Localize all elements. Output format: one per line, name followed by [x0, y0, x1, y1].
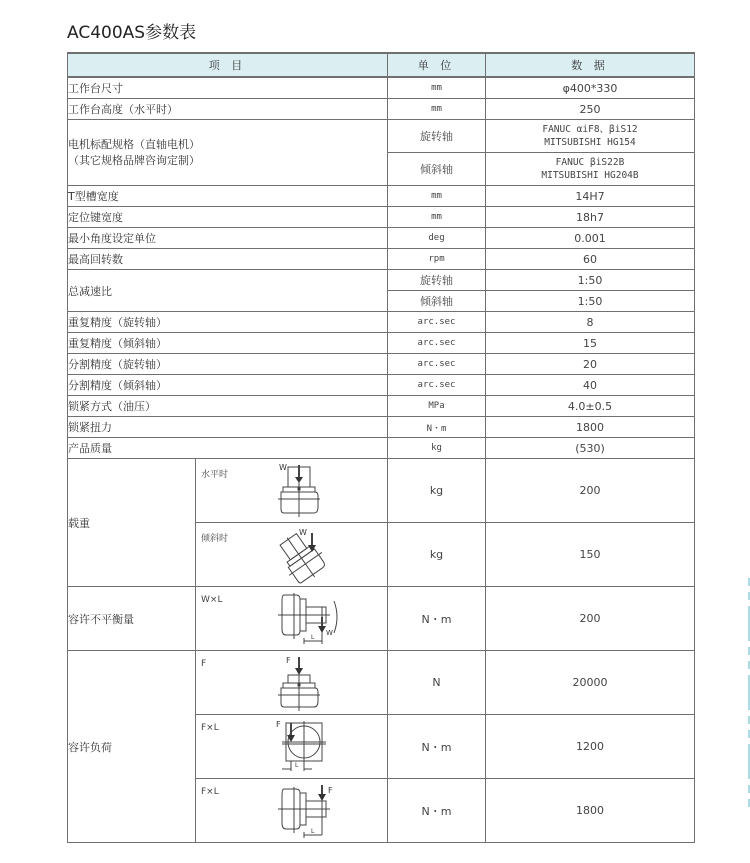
- table-row: [68, 333, 695, 354]
- imbalance-diagram-icon: [274, 589, 354, 649]
- allowable-moment-face-cell: [196, 715, 388, 779]
- axial-load-diagram-icon: [274, 653, 334, 713]
- svg-text:W: W: [279, 463, 287, 472]
- table-row: [68, 77, 695, 99]
- allowable-moment-side-unit: N・m: [388, 779, 486, 843]
- load-horizontal-value: 200: [486, 459, 695, 523]
- table-row: [68, 312, 695, 333]
- row-item: 锁紧方式（油压）: [68, 396, 388, 417]
- row-unit: MPa: [388, 396, 486, 417]
- table-row: [68, 249, 695, 270]
- motor-item-line1: 电机标配规格（直轴电机）: [68, 137, 200, 151]
- row-unit: mm: [388, 77, 486, 99]
- motor-item: [68, 120, 388, 186]
- row-unit: rpm: [388, 249, 486, 270]
- table-row: [68, 354, 695, 375]
- row-value: 18h7: [486, 207, 695, 228]
- allowable-moment-side-cell: [196, 779, 388, 843]
- svg-text:W: W: [326, 629, 333, 637]
- allowable-load-item: 容许负荷: [68, 651, 196, 843]
- reduction-rotary-value: 1:50: [486, 270, 695, 291]
- row-unit: arc.sec: [388, 375, 486, 396]
- allowable-moment-side-label: F×L: [201, 787, 219, 797]
- row-value: φ400*330: [486, 77, 695, 99]
- load-horizontal-label: 水平时: [201, 470, 229, 480]
- table-tilted-load-diagram-icon: [274, 525, 334, 585]
- row-unit: arc.sec: [388, 312, 486, 333]
- row-unit: kg: [388, 438, 486, 459]
- table-row-motor-rotary: [68, 120, 695, 153]
- row-value: 4.0±0.5: [486, 396, 695, 417]
- load-tilted-unit: kg: [388, 523, 486, 587]
- table-row-reduction-rotary: [68, 270, 695, 291]
- row-value: 60: [486, 249, 695, 270]
- allowable-moment-side-value: 1800: [486, 779, 695, 843]
- reduction-tilt-value: 1:50: [486, 291, 695, 312]
- allowable-axial-cell: [196, 651, 388, 715]
- row-value: 0.001: [486, 228, 695, 249]
- table-row: [68, 99, 695, 120]
- motor-rotary-value-line2: MITSUBISHI HG154: [544, 137, 636, 148]
- row-item: 定位键宽度: [68, 207, 388, 228]
- row-unit: deg: [388, 228, 486, 249]
- imbalance-item: 容许不平衡量: [68, 587, 196, 651]
- row-item: 最小角度设定单位: [68, 228, 388, 249]
- motor-rotary-value-line1: FANUC αiF8、βiS12: [542, 124, 638, 135]
- table-row-allowable-axial: [68, 651, 695, 715]
- allowable-axial-unit: N: [388, 651, 486, 715]
- row-value: 15: [486, 333, 695, 354]
- table-row: [68, 228, 695, 249]
- table-row: [68, 375, 695, 396]
- motor-item-line2: （其它规格品牌咨询定制）: [68, 153, 200, 167]
- header-item: 项 目: [68, 53, 388, 77]
- table-row-load-horizontal: [68, 459, 695, 523]
- motor-tilt-value-line2: MITSUBISHI HG204B: [541, 170, 639, 181]
- header-unit: 单 位: [388, 53, 486, 77]
- motor-tilt-value: [486, 153, 695, 186]
- table-row-imbalance: [68, 587, 695, 651]
- spec-table: [67, 52, 695, 843]
- reduction-item: 总减速比: [68, 270, 388, 312]
- imbalance-value: 200: [486, 587, 695, 651]
- imbalance-label: W×L: [201, 595, 223, 605]
- load-item: 载重: [68, 459, 196, 587]
- side-moment-diagram-icon: [274, 781, 354, 841]
- table-row: [68, 438, 695, 459]
- table-row: [68, 417, 695, 438]
- table-row: [68, 186, 695, 207]
- row-unit: mm: [388, 186, 486, 207]
- row-value: 14H7: [486, 186, 695, 207]
- load-tilted-label: 倾斜时: [201, 534, 229, 544]
- row-unit: mm: [388, 99, 486, 120]
- motor-tilt-unit: 倾斜轴: [388, 153, 486, 186]
- allowable-moment-face-unit: N・m: [388, 715, 486, 779]
- load-tilted-cell: [196, 523, 388, 587]
- svg-text:L: L: [311, 634, 315, 641]
- svg-text:F: F: [328, 786, 333, 795]
- svg-text:F: F: [276, 720, 281, 729]
- load-horizontal-unit: kg: [388, 459, 486, 523]
- allowable-moment-face-value: 1200: [486, 715, 695, 779]
- row-item: 最高回转数: [68, 249, 388, 270]
- motor-tilt-value-line1: FANUC βiS22B: [555, 157, 625, 168]
- table-row: [68, 396, 695, 417]
- load-tilted-value: 150: [486, 523, 695, 587]
- row-item: 产品质量: [68, 438, 388, 459]
- svg-text:W: W: [299, 528, 307, 537]
- row-unit: arc.sec: [388, 354, 486, 375]
- table-header: [68, 53, 695, 77]
- row-item: 工作台尺寸: [68, 77, 388, 99]
- allowable-axial-label: F: [201, 659, 207, 669]
- row-item: 重复精度（倾斜轴）: [68, 333, 388, 354]
- allowable-axial-value: 20000: [486, 651, 695, 715]
- header-value: 数 据: [486, 53, 695, 77]
- row-item: 锁紧扭力: [68, 417, 388, 438]
- svg-text:L: L: [311, 828, 315, 835]
- load-horizontal-cell: [196, 459, 388, 523]
- row-item: 分割精度（倾斜轴）: [68, 375, 388, 396]
- row-item: 重复精度（旋转轴）: [68, 312, 388, 333]
- row-value: 1800: [486, 417, 695, 438]
- motor-rotary-unit: 旋转轴: [388, 120, 486, 153]
- face-moment-diagram-icon: [274, 717, 334, 777]
- motor-rotary-value: [486, 120, 695, 153]
- table-row: [68, 207, 695, 228]
- row-unit: mm: [388, 207, 486, 228]
- reduction-rotary-unit: 旋转轴: [388, 270, 486, 291]
- table-horizontal-load-diagram-icon: [274, 461, 334, 521]
- reduction-tilt-unit: 倾斜轴: [388, 291, 486, 312]
- imbalance-cell: [196, 587, 388, 651]
- row-value: (530): [486, 438, 695, 459]
- row-unit: N・m: [388, 417, 486, 438]
- page-title: AC400AS参数表: [67, 23, 197, 43]
- row-value: 20: [486, 354, 695, 375]
- allowable-moment-face-label: F×L: [201, 723, 219, 733]
- row-unit: arc.sec: [388, 333, 486, 354]
- row-value: 250: [486, 99, 695, 120]
- svg-text:F: F: [286, 656, 291, 665]
- row-value: 40: [486, 375, 695, 396]
- svg-text:L: L: [295, 762, 299, 769]
- row-item: 分割精度（旋转轴）: [68, 354, 388, 375]
- row-item: 工作台高度（水平时）: [68, 99, 388, 120]
- imbalance-unit: N・m: [388, 587, 486, 651]
- row-item: T型槽宽度: [68, 186, 388, 207]
- row-value: 8: [486, 312, 695, 333]
